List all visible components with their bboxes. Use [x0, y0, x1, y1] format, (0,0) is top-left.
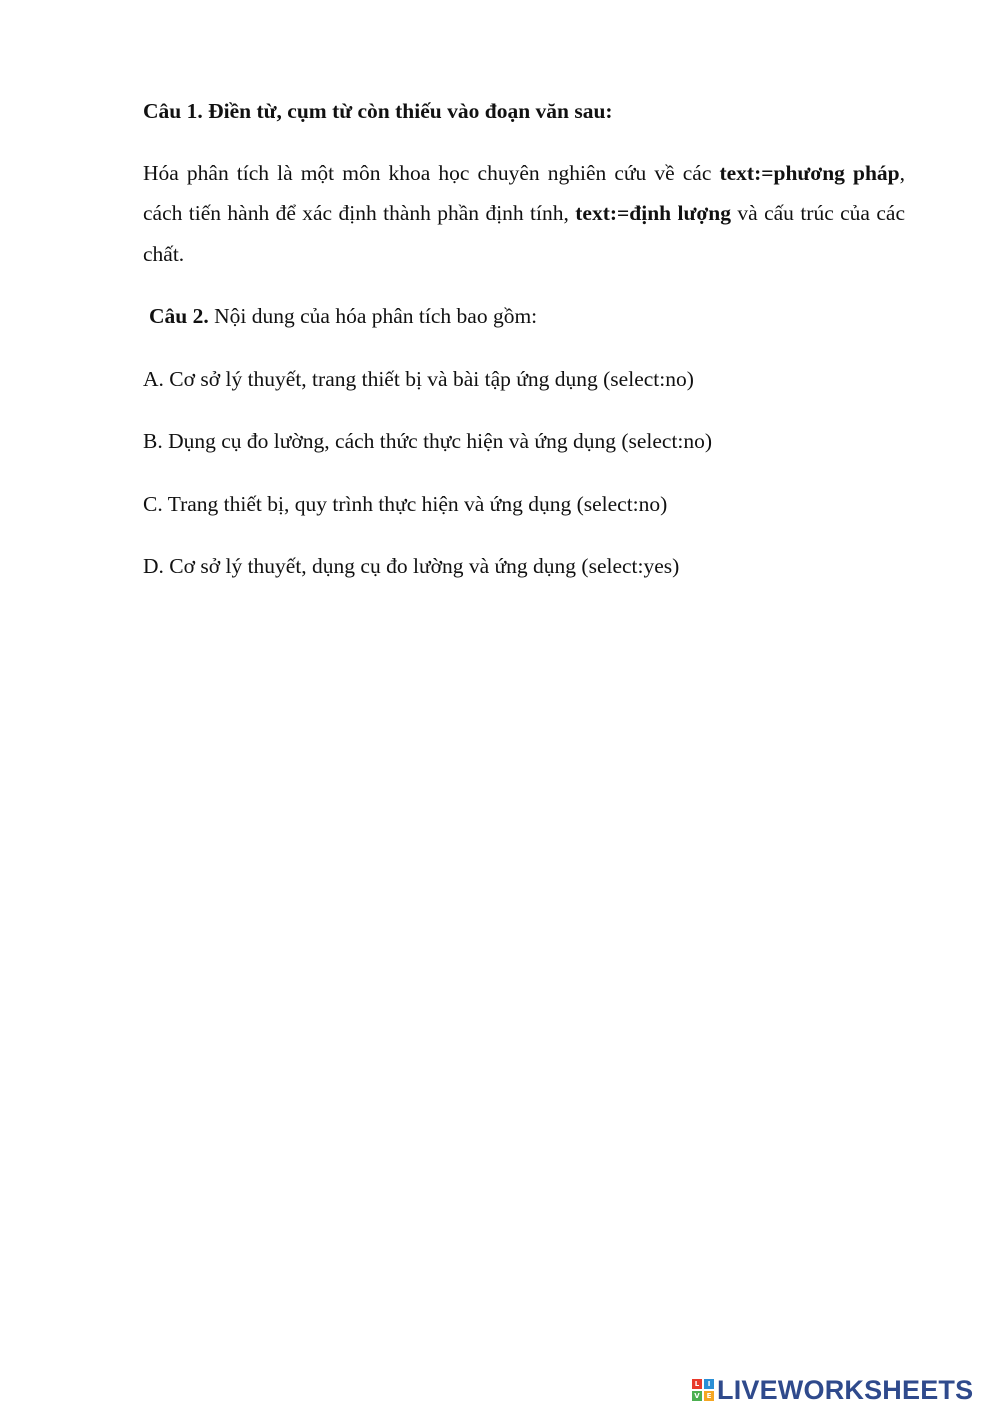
option-b[interactable]: B. Dụng cụ đo lường, cách thức thực hiện và ứng dụng (select:no)	[143, 429, 713, 453]
brand-name: LIVEWORKSHEETS	[717, 1374, 974, 1405]
question-1-paragraph	[143, 153, 905, 275]
logo-icon	[692, 1379, 714, 1401]
option-c[interactable]: C. Trang thiết bị, quy trình thực hiện và ứng dụng (select:no)	[143, 491, 668, 516]
liveworksheets-logo	[692, 1372, 973, 1408]
question-1-text-part-3: và cấu trúc của các chất.	[143, 201, 905, 266]
question-2-label: Câu 2.	[149, 304, 209, 328]
logo-letter-v: V	[692, 1391, 702, 1401]
logo-letter-i: I	[704, 1379, 714, 1389]
question-1-text-part-2: , cách tiến hành để xác định thành phần định tính,	[143, 160, 906, 225]
question-1-text-part-1: Hóa phân tích là một môn khoa học chuyên nghiên cứu về các	[143, 160, 720, 185]
question-2-prompt: Nội dung của hóa phân tích bao gồm:	[208, 304, 538, 328]
logo-letter-l: L	[692, 1379, 702, 1389]
worksheet-content	[143, 91, 905, 609]
answer-blank-2[interactable]: text:=định lượng	[575, 201, 732, 225]
option-d[interactable]: D. Cơ sở lý thuyết, dụng cụ đo lường và ứng dụng (select:yes)	[143, 554, 680, 578]
logo-letter-e: E	[704, 1391, 714, 1401]
option-a[interactable]: A. Cơ sở lý thuyết, trang thiết bị và bài tập ứng dụng (select:no)	[143, 366, 694, 391]
question-1-heading: Câu 1. Điền từ, cụm từ còn thiếu vào đoạn văn sau:	[143, 99, 613, 123]
answer-blank-1[interactable]: text:=phương pháp	[719, 160, 900, 185]
question-2-heading	[149, 296, 905, 337]
